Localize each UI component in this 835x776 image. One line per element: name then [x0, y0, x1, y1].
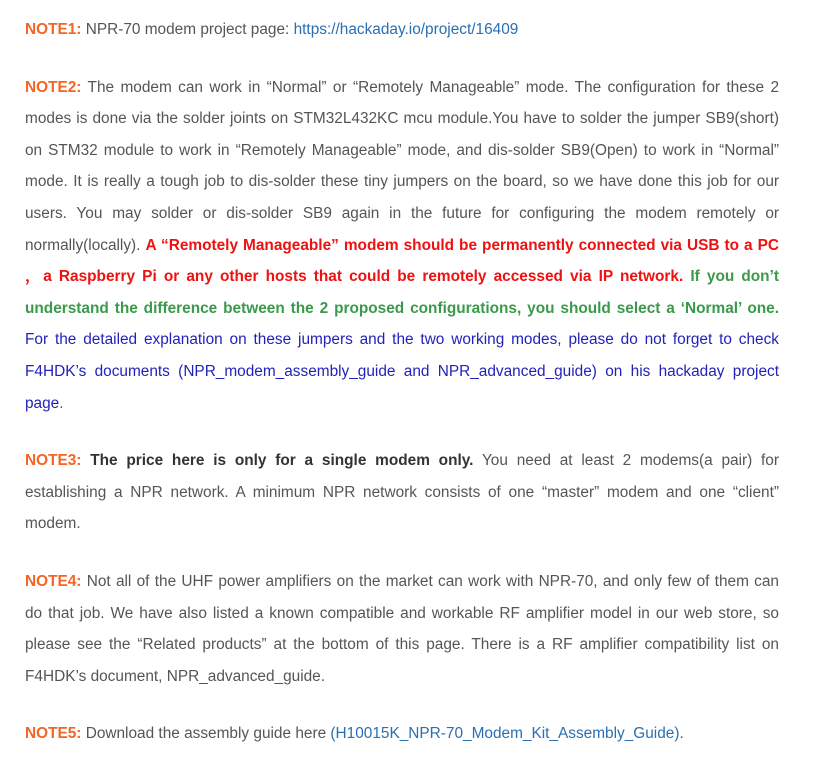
note5-end: . — [679, 725, 684, 743]
note2-text: The modem can work in “Normal” or “Remotely Manageable” mode. The configuration for these 2 modes is done via the solder joints on STM32L432KC mcu module.You have to solder the jumper SB9(short) on STM32 module to work in “Remotely Manageable” mode, and dis-solder SB9(Open) to work in “Normal” mode. It is really a tough job to dis-solder these tiny jumpers on the board, so we have done this job for our users. You may solder or dis-solder SB9 again in the future for configuring the modem remotely or normally(locally). — [25, 78, 779, 254]
note3-label: NOTE3: — [25, 452, 82, 470]
hackaday-project-link[interactable]: https://hackaday.io/project/16409 — [293, 21, 519, 38]
note2-paragraph — [25, 72, 779, 420]
note5-paragraph — [25, 718, 779, 750]
note3-text: You need at least 2 modems(a pair) for establishing a NPR network. A minimum NPR network consists of one “master” modem and one “client” modem. — [25, 452, 779, 533]
assembly-guide-link-close: ) — [674, 725, 680, 743]
assembly-guide-link-open: ( — [330, 725, 336, 743]
note1-text: NPR-70 modem project page: — [81, 21, 294, 38]
note2-blue-info: For the detailed explanation on these jumpers and the two working modes, please do not forget to check F4HDK’s documents (NPR_modem_assembly_guide and NPR_advanced_guide) on his hackaday project page — [25, 331, 779, 412]
note4-label: NOTE4: — [25, 572, 82, 590]
note4-text: Not all of the UHF power amplifiers on the market can work with NPR-70, and only few of them can do that job. We have also listed a known compatible and workable RF amplifier model in our web store, so please see the “Related products” at the bottom of this page. There is a RF amplifier compatibility list on F4HDK’s document, NPR_advanced_guide. — [25, 572, 779, 685]
product-notes — [25, 14, 779, 776]
note2-end: . — [59, 394, 64, 412]
assembly-guide-link-text: H10015K_NPR-70_Modem_Kit_Assembly_Guide — [335, 725, 675, 743]
note1-paragraph — [25, 14, 779, 46]
note2-label: NOTE2: — [25, 78, 82, 96]
note5-text: Download the assembly guide here — [81, 725, 331, 743]
note3-paragraph — [25, 445, 779, 540]
note2-green-advice: If you don’t understand the difference between the 2 proposed configurations, you should select a ‘Normal’ one. — [25, 268, 779, 317]
note5-label: NOTE5: — [25, 725, 82, 743]
note1-label: NOTE1: — [25, 21, 82, 38]
assembly-guide-link[interactable] — [330, 725, 679, 742]
note4-paragraph — [25, 566, 779, 692]
note2-red-warning: A “Remotely Manageable” modem should be permanently connected via USB to a PC ，a Raspberry Pi or any other hosts that could be remotely accessed via IP network. — [25, 236, 779, 286]
note3-bold: The price here is only for a single modem only. — [81, 452, 474, 470]
